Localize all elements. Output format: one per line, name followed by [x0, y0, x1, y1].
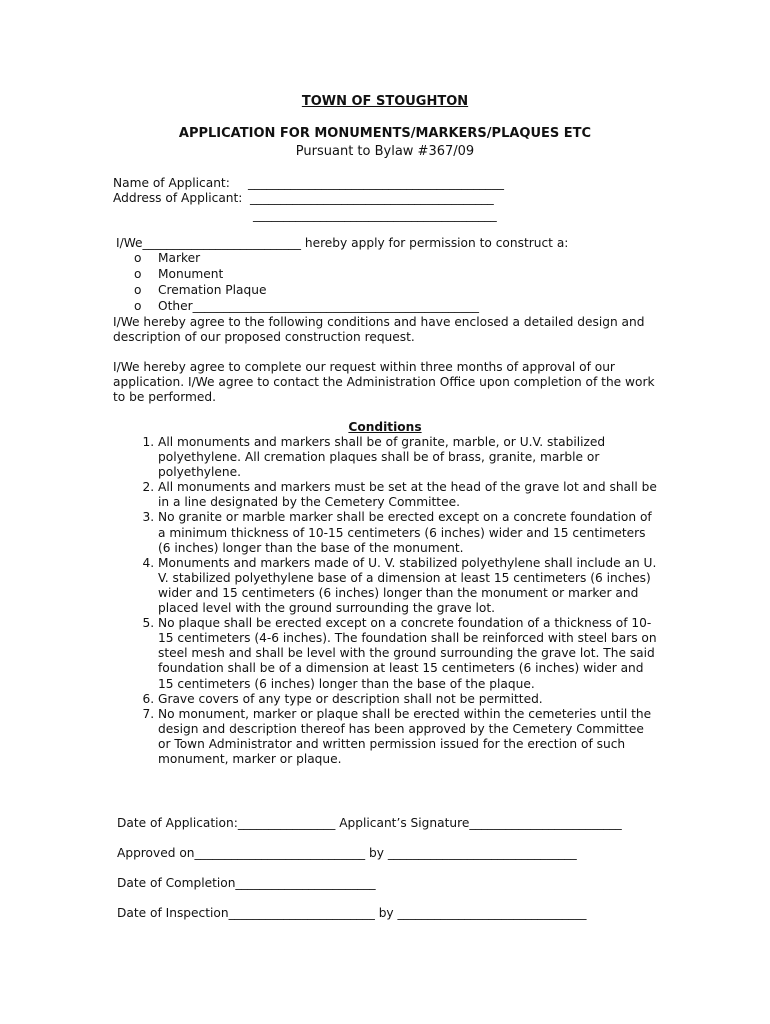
option-cremation-plaque[interactable]	[113, 283, 479, 299]
conditions-heading: Conditions	[348, 420, 422, 434]
option-label: Marker	[158, 251, 201, 265]
applicant-name-label: Name of Applicant:	[113, 176, 230, 190]
applicant-address-field-2[interactable]: ________________________________________	[253, 208, 497, 222]
condition-item: 4. Monuments and markers made of U. V. stabilized polyethylene shall include an U. V. stabilized polyethylene base of a dimension at least 15 centimeters (6 inches) wider and 15 centimeters (6 inches) longer than the monument or marker and placed level with the ground surrounding the grave lot.	[158, 556, 658, 616]
option-label: Other_______________________________________________	[158, 298, 480, 313]
option-bullet: o	[134, 282, 142, 297]
condition-item: 7. No monument, marker or plaque shall be erected within the cemeteries until the design and description thereof has been approved by the Cemetery Committee or Town Administrator and written permission issued for the erection of such monument, marker or plaque.	[158, 707, 658, 767]
option-other[interactable]	[113, 299, 479, 315]
option-bullet: o	[134, 266, 142, 281]
inspection-date-line[interactable]: Date of Inspection________________________ by _______________________________	[117, 906, 587, 920]
condition-item: 6. Grave covers of any type or description shall not be permitted.	[158, 692, 658, 707]
approved-line[interactable]: Approved on____________________________ by _______________________________	[117, 846, 577, 860]
option-monument[interactable]	[113, 267, 479, 283]
option-marker[interactable]	[113, 251, 479, 267]
conditions-list	[113, 435, 658, 767]
town-heading: TOWN OF STOUGHTON	[301, 94, 469, 109]
applicant-name-field[interactable]: __________________________________________	[248, 176, 504, 190]
permission-statement: I/We__________________________ hereby apply for permission to construct a:	[116, 236, 569, 250]
form-title: APPLICATION FOR MONUMENTS/MARKERS/PLAQUES ETC	[178, 126, 592, 141]
option-label: Cremation Plaque	[158, 282, 267, 297]
condition-item: 1. All monuments and markers shall be of granite, marble, or U.V. stabilized polyethylene. All cremation plaques shall be of brass, granite, marble or polyethylene.	[158, 435, 658, 480]
option-bullet: o	[134, 298, 142, 313]
application-date-signature-line[interactable]: Date of Application:________________ Applicant’s Signature_________________________	[117, 816, 622, 830]
applicant-address-label: Address of Applicant:	[113, 191, 243, 205]
condition-item: 2. All monuments and markers must be set at the head of the grave lot and shall be in a line designated by the Cemetery Committee.	[158, 480, 658, 510]
form-subtitle: Pursuant to Bylaw #367/09	[295, 144, 475, 159]
option-bullet: o	[134, 251, 142, 265]
condition-item: 3. No granite or marble marker shall be erected except on a concrete foundation of a minimum thickness of 10-15 centimeters (6 inches) wider and 15 centimeters (6 inches) longer than the base of the monument.	[158, 510, 658, 555]
construction-type-options	[113, 251, 479, 315]
agreement-design-paragraph: I/We hereby agree to the following conditions and have enclosed a detailed design and description of our proposed construction request.	[113, 315, 645, 345]
completion-date-line[interactable]: Date of Completion_______________________	[117, 876, 376, 890]
applicant-address-field[interactable]: ________________________________________	[250, 191, 494, 205]
option-label: Monument	[158, 266, 224, 281]
condition-item: 5. No plaque shall be erected except on a concrete foundation of a thickness of 10-15 centimeters (4-6 inches). The foundation shall be reinforced with steel bars on steel mesh and shall be level with the ground surrounding the grave lot. The said foundation shall be of a dimension at least 15 centimeters (6 inches) wider and 15 centimeters (6 inches) longer than the base of the plaque.	[158, 616, 658, 691]
agreement-completion-paragraph: I/We hereby agree to complete our request within three months of approval of our application. I/We agree to contact the Administration Office upon completion of the work to be performed.	[113, 360, 655, 405]
